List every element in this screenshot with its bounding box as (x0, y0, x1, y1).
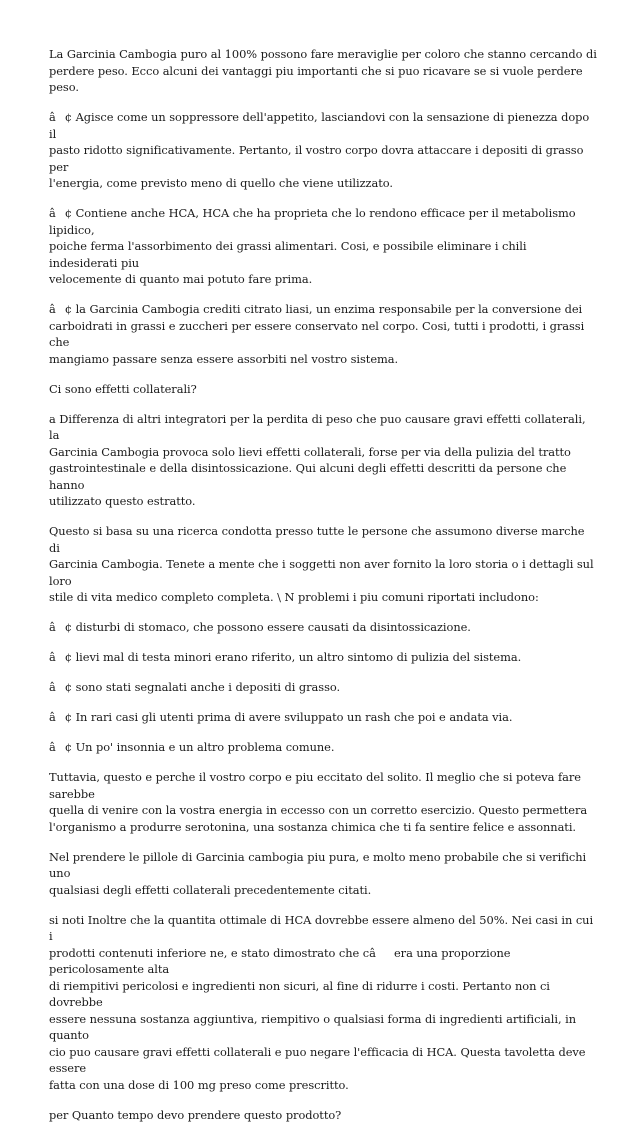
intro-paragraph: La Garcinia Cambogia puro al 100% possono fare meraviglie per coloro che stanno cercando di perdere peso. Ecco alcuni dei vantaggi piu importanti che si puo ricavare se si vuole perdere peso. (49, 47, 597, 94)
pure-pills-paragraph: Nel prendere le pillole di Garcinia cambogia piu pura, e molto meno probabile che si verifichi uno qualsiasi degli effetti collaterali precedentemente citati. (49, 849, 587, 897)
bullet-rash: â¢ In rari casi gli utenti prima di avere sviluppato un rash che poi e andata via. (49, 710, 513, 724)
bullet-hca: â¢ Contiene anche HCA, HCA che ha proprieta che lo rendono efficace per il metabolismo lipidico, poiche ferma l'assorbimento dei grassi alimentari. Cosi, e possibile eliminare i chili indesiderati piu velocemente di quanto mai potuto fare prima. (49, 206, 576, 286)
bullet-headache: â¢ lievi mal di testa minori erano riferito, un altro sintomo di pulizia del sistema. (49, 650, 522, 664)
side-effects-paragraph: a Differenza di altri integratori per la perdita di peso che puo causare gravi effetti collaterali, la Garcinia Cambogia provoca solo lievi effetti collaterali, forse per via della pulizia del tratto gastrointestinale e della disintossicazione. Qui alcuni degli effetti descritti da persone che hanno utilizzato questo estratto. (49, 411, 586, 508)
bullet-appetite: â¢ Agisce come un soppressore dell'appetito, lasciandovi con la sensazione di pienezza dopo il pasto ridotto significativamente. Pertanto, il vostro corpo dovra attaccare i depositi di grasso per l'energia, come previsto meno di quello che viene utilizzato. (49, 110, 590, 190)
bullet-insomnia: â¢ Un po' insonnia e un altro problema comune. (49, 740, 335, 754)
bullet-stomach: â¢ disturbi di stomaco, che possono essere causati da disintossicazione. (49, 620, 471, 634)
exercise-paragraph: Tuttavia, questo e perche il vostro corpo e piu eccitato del solito. Il meglio che si poteva fare sarebbe quella di venire con la vostra energia in eccesso con un corretto esercizio. Questo permettera l'organismo a produrre serotonina, una sostanza chimica che ti fa sentire felice e assonnati. (49, 770, 588, 834)
side-effects-question: Ci sono effetti collaterali? (49, 381, 197, 396)
bullet-fat-deposits: â¢ sono stati segnalati anche i depositi di grasso. (49, 680, 341, 694)
hca-quantity-paragraph: si noti Inoltre che la quantita ottimale di HCA dovrebbe essere almeno del 50%. Nei casi in cui i prodotti contenuti inferiore ne, e stato dimostrato che câera una proporzione pericolosamente alta di riempitivi pericolosi e ingredienti non sicuri, al fine di ridurre i costi. Pertanto non ci dovrebbe essere nessuna sostanza aggiuntiva, riempitivo o qualsiasi forma di ingredienti artificiali, in quanto cio puo causare gravi effetti collaterali e puo negare l'efficacia di HCA. Questa tavoletta deve essere fatta con una dose di 100 mg preso come prescritto. (49, 912, 594, 1092)
bullet-citrate-lyase: â¢ la Garcinia Cambogia crediti citrato liasi, un enzima responsabile per la conversione dei carboidrati in grassi e zuccheri per essere conservato nel corpo. Cosi, tutti i prodotti, i grassi che mangiamo passare senza essere assorbiti nel vostro sistema. (49, 302, 585, 366)
duration-question: per Quanto tempo devo prendere questo prodotto? (49, 1107, 342, 1122)
document-body (49, 46, 597, 1137)
research-paragraph: Questo si basa su una ricerca condotta presso tutte le persone che assumono diverse marche di Garcinia Cambogia. Tenete a mente che i soggetti non aver fornito la loro storia o i dettagli sul loro stile di vita medico completo completa. \ N problemi i piu comuni riportati includono: (49, 524, 594, 604)
